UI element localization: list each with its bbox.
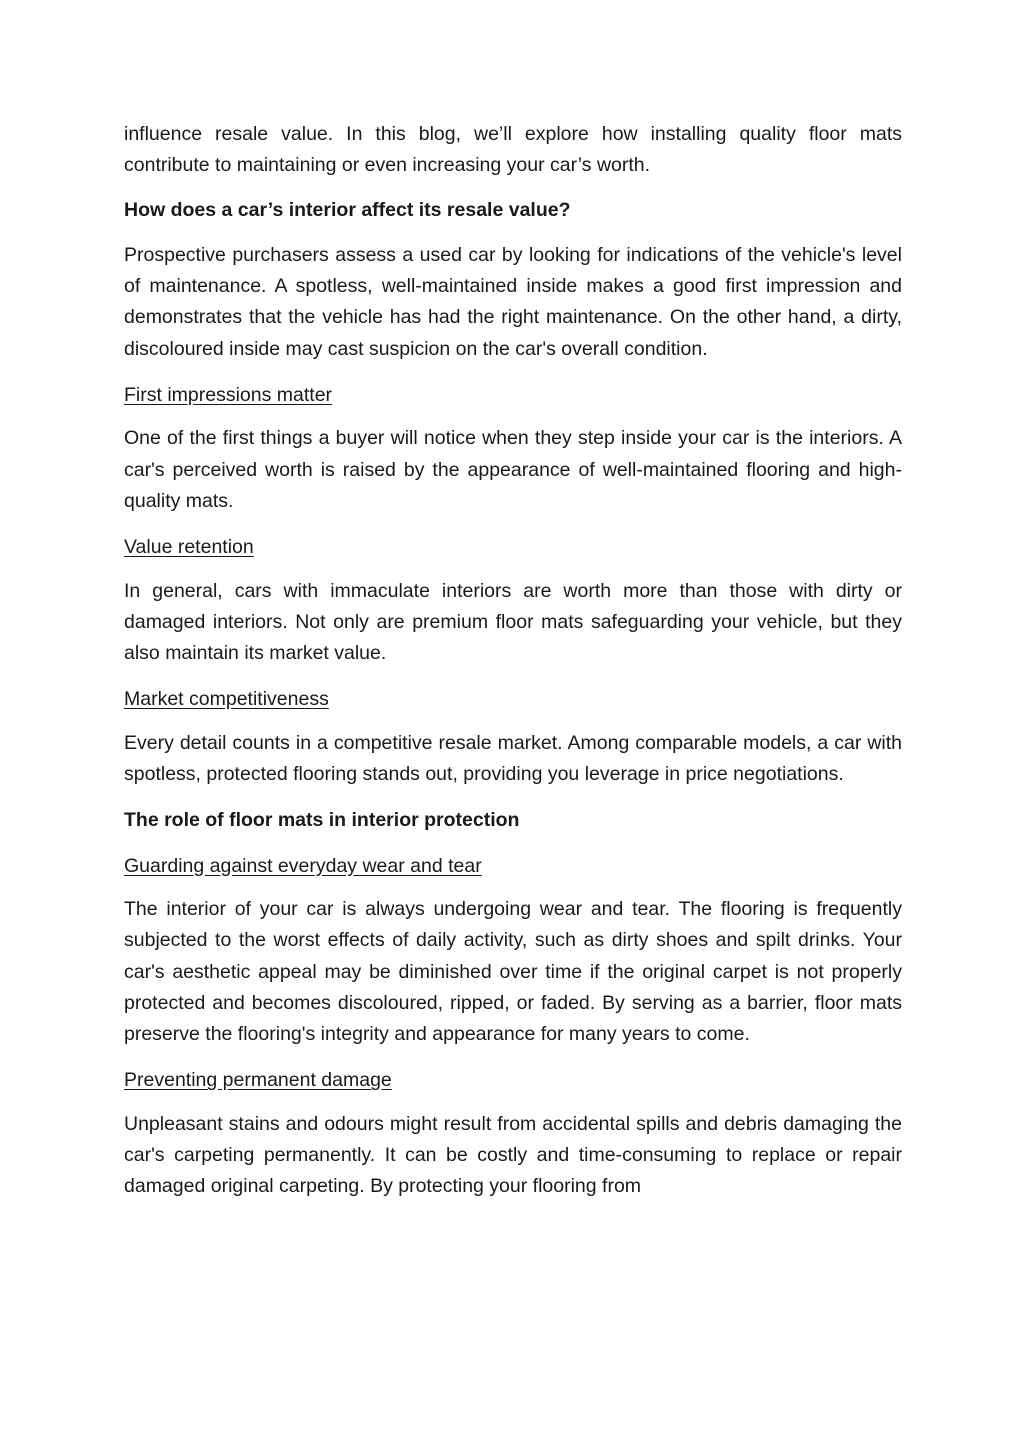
paragraph-prospective-purchasers: Prospective purchasers assess a used car by looking for indications of the vehicle's level of maintenance. A spotless, well-maintained inside makes a good first impression and demonstrates that the vehicle has had the right maintenance. On the other hand, a dirty, discoloured inside may cast suspicion on the car's overall condition.: [124, 243, 902, 360]
intro-paragraph: influence resale value. In this blog, we’ll explore how installing quality floor mats contribute to maintaining or even increasing your car’s worth.: [124, 123, 902, 177]
subheading-value-retention: Value retention: [124, 536, 254, 559]
paragraph-first-impressions: One of the first things a buyer will notice when they step inside your car is the interiors. A car's perceived worth is raised by the appearance of well-maintained flooring and high-quality mats.: [124, 427, 902, 512]
paragraph-value-retention: In general, cars with immaculate interiors are worth more than those with dirty or damaged interiors. Not only are premium floor mats safeguarding your vehicle, but they also maintain its market value.: [124, 579, 902, 665]
subheading-wear-and-tear: Guarding against everyday wear and tear: [124, 854, 482, 877]
subheading-first-impressions: First impressions matter: [124, 384, 333, 407]
section-heading-resale: How does a car’s interior affect its resale value?: [124, 198, 571, 221]
section-heading-floor-mats-role: The role of floor mats in interior protection: [124, 809, 520, 832]
paragraph-wear-and-tear: The interior of your car is always undergoing wear and tear. The flooring is frequently subjected to the worst effects of daily activity, such as dirty shoes and spilt drinks. Your car's aesthetic appeal may be diminished over time if the original carpet is not properly protected and becomes discoloured, ripped, or faded. By serving as a barrier, floor mats preserve the flooring's integrity and appearance for many years to come.: [124, 897, 902, 1046]
document-page: [124, 119, 902, 1203]
paragraph-permanent-damage: Unpleasant stains and odours might result from accidental spills and debris damaging the car's carpeting permanently. It can be costly and time-consuming to replace or repair damaged original carpeting. By protecting your flooring from: [124, 1112, 902, 1198]
subheading-market-competitiveness: Market competitiveness: [124, 688, 329, 711]
subheading-permanent-damage: Preventing permanent damage: [124, 1069, 392, 1092]
paragraph-market-competitiveness: Every detail counts in a competitive resale market. Among comparable models, a car with spotless, protected flooring stands out, providing you leverage in price negotiations.: [124, 731, 902, 786]
